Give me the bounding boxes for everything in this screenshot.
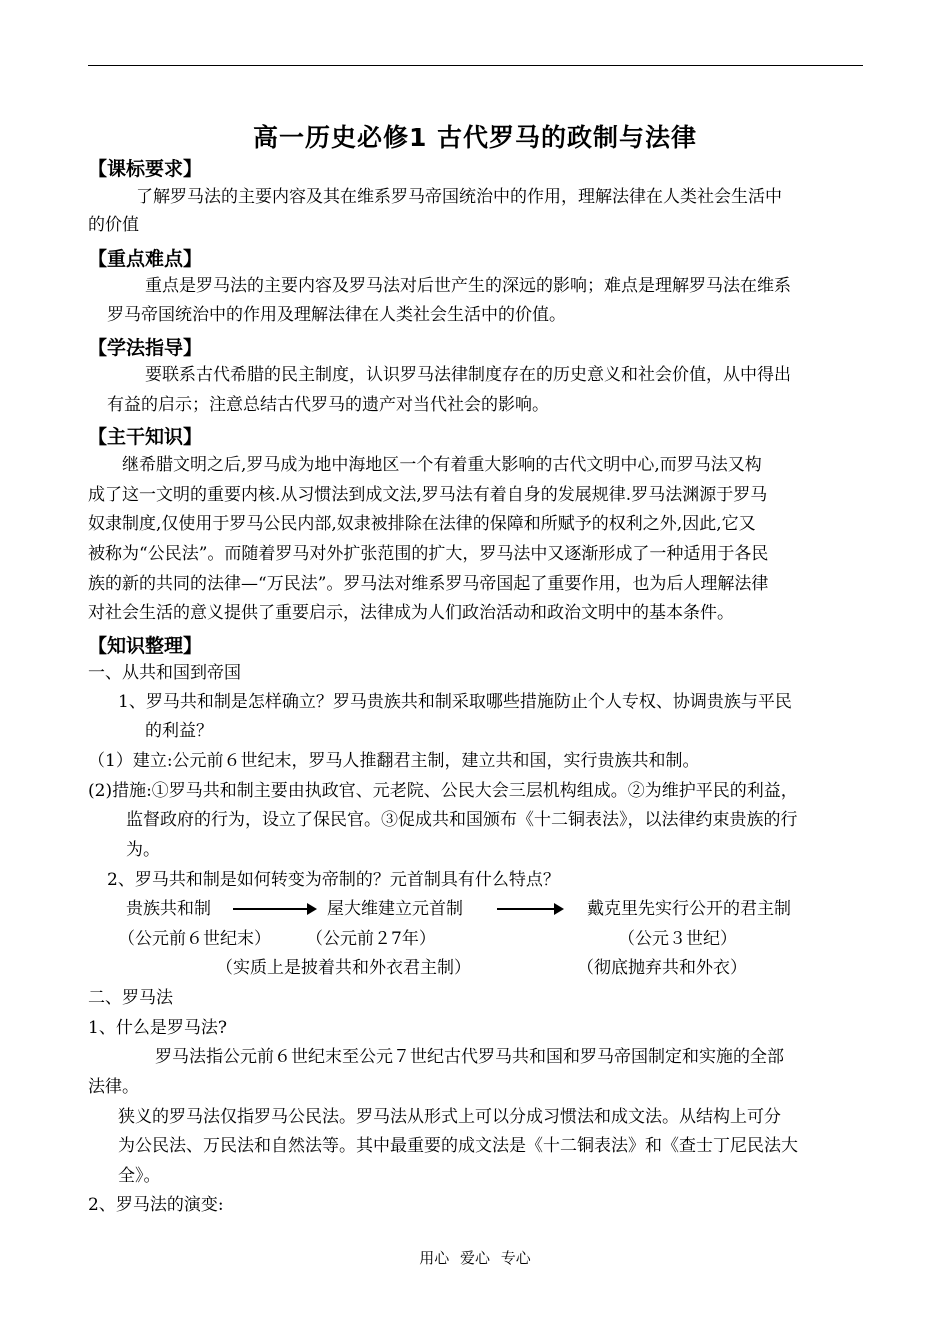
paragraph-line: 继希腊文明之后,罗马成为地中海地区一个有着重大影响的古代文明中心,而罗马法又构 (122, 455, 762, 475)
part-heading: 二、罗马法 (88, 988, 173, 1008)
arrow-right-icon (497, 908, 562, 910)
section-header-zhugan: 【主干知识】 (88, 426, 203, 448)
paragraph-line: 被称为“公民法”。而随着罗马对外扩张范围的扩大，罗马法中又逐渐形成了一种适用于各民 (88, 544, 769, 564)
answer-line: 罗马法指公元前６世纪末至公元７世纪古代罗马共和国和罗马帝国制定和实施的全部 (155, 1047, 784, 1067)
question-line: 的利益？ (145, 721, 213, 741)
part-heading: 一、从共和国到帝国 (88, 663, 241, 683)
page-title: 高一历史必修1 古代罗马的政制与法律 (252, 123, 698, 152)
section-header-zhongdian: 【重点难点】 (88, 248, 203, 270)
answer-line: 为公民法、万民法和自然法等。其中最重要的成文法是《十二铜表法》和《查士丁尼民法大 (118, 1136, 798, 1156)
answer-line: 法律。 (88, 1077, 139, 1097)
section-header-xuefa: 【学法指导】 (88, 337, 203, 359)
section-header-kebiao: 【课标要求】 (88, 158, 203, 180)
flow-time-2: （公元前２7年） (306, 929, 436, 949)
arrow-right-icon (233, 908, 315, 910)
paragraph-line: 罗马帝国统治中的作用及理解法律在人类社会生活中的价值。 (107, 305, 566, 325)
answer-line: 为。 (126, 840, 160, 860)
paragraph-line: 族的新的共同的法律—“万民法”。罗马法对维系罗马帝国起了重要作用，也为后人理解法律 (88, 574, 769, 594)
paragraph-line: 有益的启示；注意总结古代罗马的遗产对当代社会的影响。 (107, 395, 549, 415)
question-line: 2、罗马法的演变: (88, 1195, 224, 1215)
flow-time-3: （公元３世纪） (618, 929, 737, 949)
question-line: 2、罗马共和制是如何转变为帝制的？元首制具有什么特点？ (107, 870, 560, 890)
paragraph-line: 要联系古代希腊的民主制度，认识罗马法律制度存在的历史意义和社会价值，从中得出 (145, 365, 791, 385)
flow-time-1: （公元前６世纪末） (118, 929, 271, 949)
section-header-zhengli: 【知识整理】 (88, 635, 203, 657)
flow-stage-3: 戴克里先实行公开的君主制 (587, 899, 791, 919)
paragraph-line: 奴隶制度,仅使用于罗马公民内部,奴隶被排除在法律的保障和所赋予的权利之外,因此,它又 (88, 514, 756, 534)
answer-line: 全》。 (118, 1166, 161, 1186)
answer-line: 监督政府的行为，设立了保民官。③促成共和国颁布《十二铜表法》，以法律约束贵族的行 (126, 810, 798, 830)
paragraph-line: 成了这一文明的重要内核.从习惯法到成文法,罗马法有着自身的发展规律.罗马法渊源于罗马 (88, 485, 768, 505)
paragraph-line: 对社会生活的意义提供了重要启示，法律成为人们政治活动和政治文明中的基本条件。 (88, 603, 734, 623)
answer-line: (2)措施:①罗马共和制主要由执政官、元老院、公民大会三层机构组成。②为维护平民的利益， (88, 781, 798, 801)
paragraph-line: 的价值 (88, 215, 139, 235)
flow-stage-2: 屋大维建立元首制 (327, 899, 463, 919)
question-line: 1、罗马共和制是怎样确立？罗马贵族共和制采取哪些措施防止个人专权、协调贵族与平民 (118, 692, 792, 712)
paragraph-line: 了解罗马法的主要内容及其在维系罗马帝国统治中的作用，理解法律在人类社会生活中 (136, 187, 782, 207)
answer-line: 狭义的罗马法仅指罗马公民法。罗马法从形式上可以分成习惯法和成文法。从结构上可分 (118, 1107, 781, 1127)
flow-note-2: （实质上是披着共和外衣君主制） (216, 958, 471, 978)
answer-line: （1）建立:公元前６世纪末，罗马人推翻君主制，建立共和国，实行贵族共和制。 (88, 751, 700, 771)
page-footer: 用心 爱心 专心 (419, 1249, 531, 1267)
paragraph-line: 重点是罗马法的主要内容及罗马法对后世产生的深远的影响；难点是理解罗马法在维系 (145, 276, 791, 296)
flow-stage-1: 贵族共和制 (126, 899, 211, 919)
flow-note-3: （彻底抛弃共和外衣） (577, 958, 747, 978)
header-rule (88, 65, 863, 66)
question-line: 1、什么是罗马法? (88, 1018, 227, 1038)
